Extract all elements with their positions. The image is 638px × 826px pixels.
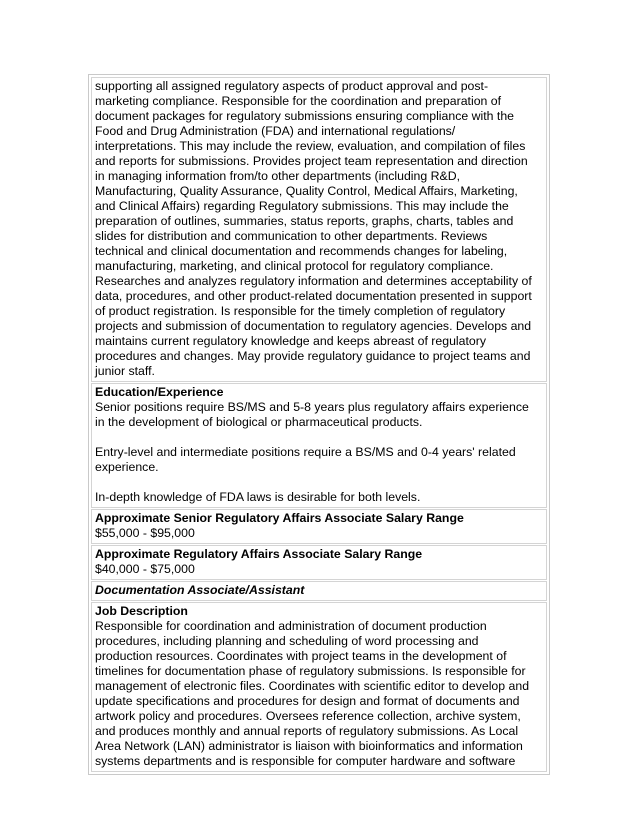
text-line: Entry-level and intermediate positions require a BS/MS and 0-4 years' related: [95, 445, 516, 459]
text-line: experience.: [95, 460, 159, 474]
text-line: procedures and changes. May provide regulatory guidance to project teams and: [95, 349, 531, 363]
text-line: in the development of biological or pharmaceutical products.: [95, 415, 423, 429]
documentation-title: Documentation Associate/Assistant: [95, 583, 305, 597]
regulatory-duties-cell: [91, 77, 547, 382]
documentation-title-cell: [91, 581, 547, 601]
text-line: Food and Drug Administration (FDA) and international regulations/: [95, 124, 456, 138]
text-line: data, procedures, and other product-related documentation presented in support: [95, 289, 532, 303]
text-line: maintains current regulatory knowledge and keeps abreast of regulatory: [95, 334, 486, 348]
paragraph-spacer: [95, 475, 544, 490]
senior-salary-range: $55,000 - $95,000: [95, 526, 195, 540]
text-line: supporting all assigned regulatory aspects of product approval and post-: [95, 79, 489, 93]
job-description-heading: Job Description: [95, 604, 188, 618]
text-line: junior staff.: [95, 364, 155, 378]
text-line: interpretations. This may include the review, evaluation, and compilation of files: [95, 139, 526, 153]
paragraph-spacer: [95, 430, 544, 445]
text-line: Responsible for coordination and administration of document production: [95, 619, 487, 633]
senior-salary-cell: [91, 509, 547, 544]
education-heading: Education/Experience: [95, 385, 224, 399]
senior-salary-heading: Approximate Senior Regulatory Affairs Associate Salary Range: [95, 511, 464, 525]
text-line: Manufacturing, Quality Assurance, Quality Control, Medical Affairs, Marketing,: [95, 184, 518, 198]
text-line: update specifications and procedures for design and format of documents and: [95, 694, 520, 708]
text-line: manufacturing, marketing, and clinical protocol for regulatory compliance.: [95, 259, 494, 273]
text-line: Area Network (LAN) administrator is liaison with bioinformatics and information: [95, 739, 523, 753]
text-line: procedures, including planning and scheduling of word processing and: [95, 634, 479, 648]
text-line: timelines for documentation phase of regulatory submissions. Is responsible for: [95, 664, 526, 678]
text-line: In-depth knowledge of FDA laws is desirable for both levels.: [95, 490, 421, 504]
text-line: production resources. Coordinates with project teams in the development of: [95, 649, 507, 663]
associate-salary-heading: Approximate Regulatory Affairs Associate Salary Range: [95, 547, 423, 561]
associate-salary-range: $40,000 - $75,000: [95, 562, 195, 576]
text-line: technical and clinical documentation and recommends changes for labeling,: [95, 244, 508, 258]
associate-salary-cell: [91, 545, 547, 580]
job-description-cell: [91, 602, 547, 772]
text-line: preparation of outlines, summaries, status reports, graphs, charts, tables and: [95, 214, 514, 228]
text-line: and reports for submissions. Provides project team representation and direction: [95, 154, 528, 168]
text-line: in managing information from/to other departments (including R&D,: [95, 169, 460, 183]
text-line: projects and submission of documentation to regulatory agencies. Develops and: [95, 319, 532, 333]
text-line: Senior positions require BS/MS and 5-8 years plus regulatory affairs experience: [95, 400, 529, 414]
job-description-table: [88, 74, 550, 775]
text-line: and Clinical Affairs) regarding Regulatory submissions. This may include the: [95, 199, 509, 213]
regulatory-duties-paragraph: [95, 79, 544, 379]
text-line: and produces monthly and annual reports of regulatory submissions. As Local: [95, 724, 519, 738]
text-line: marketing compliance. Responsible for the coordination and preparation of: [95, 94, 502, 108]
text-line: Researches and analyzes regulatory information and determines acceptability of: [95, 274, 532, 288]
text-line: of product registration. Is responsible for the timely completion of regulatory: [95, 304, 506, 318]
text-line: slides for distribution and communication to other departments. Reviews: [95, 229, 488, 243]
text-line: artwork policy and procedures. Oversees reference collection, archive system,: [95, 709, 521, 723]
education-experience-cell: [91, 383, 547, 508]
text-line: document packages for regulatory submissions ensuring compliance with the: [95, 109, 514, 123]
text-line: management of electronic files. Coordinates with scientific editor to develop and: [95, 679, 530, 693]
text-line: systems departments and is responsible for computer hardware and software: [95, 754, 516, 768]
